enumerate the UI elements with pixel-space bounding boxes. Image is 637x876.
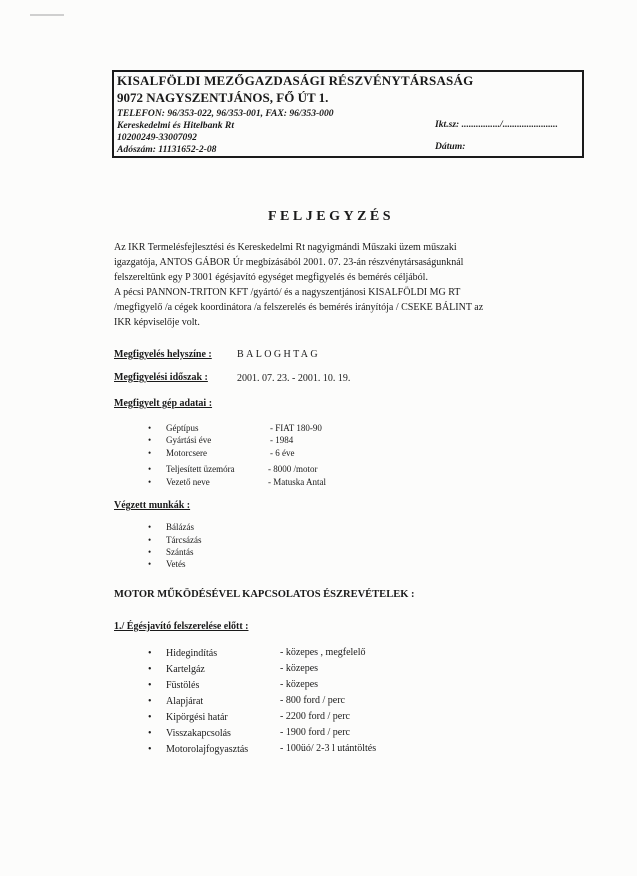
- company-bank: Kereskedelmi és Hitelbank Rt: [117, 120, 234, 131]
- machine-row-key: Vezető neve: [166, 477, 210, 487]
- bullet-icon: •: [148, 744, 152, 755]
- work-item: Tárcsázás: [166, 535, 202, 545]
- document-title: FELJEGYZÉS: [268, 209, 395, 224]
- company-tax-id: Adószám: 11131652-2-08: [117, 144, 217, 155]
- intro-line: IKR képviselője volt.: [114, 317, 200, 328]
- section-title: MOTOR MŰKÖDÉSÉVEL KAPCSOLATOS ÉSZREVÉTELEK :: [114, 589, 415, 600]
- company-contact: TELEFON: 96/353-022, 96/353-001, FAX: 96/353-000: [117, 108, 334, 119]
- bullet-icon: •: [148, 728, 152, 739]
- engine-row-key: Kipörgési határ: [166, 712, 228, 723]
- machine-row-key: Motorcsere: [166, 448, 207, 458]
- work-item: Vetés: [166, 559, 186, 569]
- intro-line: felszereltünk egy P 3001 égésjavító egységet megfigyelés és bemérés céljából.: [114, 272, 428, 283]
- bullet-icon: •: [148, 547, 152, 557]
- machine-row-value: - Matuska Antal: [268, 477, 326, 487]
- intro-line: igazgatója, ANTOS GÁBOR Úr megbízásából 2001. 07. 23-án részvénytársaságunknál: [114, 257, 464, 268]
- scan-mark: [30, 14, 64, 16]
- engine-row-key: Hidegindítás: [166, 648, 218, 659]
- machine-row-value: - 8000 /motor: [268, 464, 318, 474]
- section-subtitle: 1./ Égésjavító felszerelése előtt :: [114, 621, 249, 632]
- engine-row-key: Füstölés: [166, 680, 200, 691]
- bullet-icon: •: [148, 559, 152, 569]
- engine-row-key: Visszakapcsolás: [166, 728, 231, 739]
- engine-row-value: - közepes: [280, 679, 319, 690]
- work-label: Végzett munkák :: [114, 500, 191, 511]
- intro-line: Az IKR Termelésfejlesztési és Kereskedelmi Rt nagyigmándi Műszaki üzem műszaki: [114, 242, 457, 253]
- bullet-icon: •: [148, 712, 152, 723]
- machine-row-value: - 6 éve: [270, 448, 295, 458]
- bullet-icon: •: [148, 477, 152, 487]
- engine-row-value: - közepes , megfelelő: [280, 647, 366, 658]
- bullet-icon: •: [148, 435, 152, 445]
- bullet-icon: •: [148, 664, 152, 675]
- engine-row-value: - közepes: [280, 663, 319, 674]
- machine-data-label: Megfigyelt gép adatai :: [114, 398, 213, 409]
- work-item: Szántás: [166, 547, 194, 557]
- intro-paragraph: [114, 240, 569, 330]
- engine-row-key: Motorolajfogyasztás: [166, 744, 249, 755]
- machine-row-value: - FIAT 180-90: [270, 423, 322, 433]
- location-label: Megfigyelés helyszíne :: [114, 349, 212, 360]
- engine-row-key: Alapjárat: [166, 696, 204, 707]
- company-address: 9072 NAGYSZENTJÁNOS, FŐ ÚT 1.: [117, 90, 329, 105]
- machine-row-key: Géptípus: [166, 423, 199, 433]
- date-field: Dátum:: [435, 141, 466, 152]
- bullet-icon: •: [148, 680, 152, 691]
- machine-row-value: - 1984: [270, 435, 294, 445]
- engine-row-value: - 2200 ford / perc: [280, 711, 350, 722]
- period-value: 2001. 07. 23. - 2001. 10. 19.: [237, 373, 351, 384]
- intro-line: A pécsi PANNON-TRITON KFT /gyártó/ és a nagyszentjánosi KISALFÖLDI MG RT: [114, 287, 461, 298]
- engine-row-value: - 1900 ford / perc: [280, 727, 350, 738]
- bullet-icon: •: [148, 464, 152, 474]
- bullet-icon: •: [148, 423, 152, 433]
- period-label: Megfigyelési időszak :: [114, 372, 208, 383]
- company-name: KISALFÖLDI MEZŐGAZDASÁGI RÉSZVÉNYTÁRSASÁG: [117, 73, 474, 88]
- engine-row-value: - 100üó/ 2-3 l utántöltés: [280, 743, 377, 754]
- engine-row-key: Kartelgáz: [166, 664, 205, 675]
- machine-row-key: Teljesített üzemóra: [166, 464, 235, 474]
- bullet-icon: •: [148, 448, 152, 458]
- bullet-icon: •: [148, 648, 152, 659]
- company-account: 10200249-33007092: [117, 132, 197, 143]
- bullet-icon: •: [148, 696, 152, 707]
- intro-line: /megfigyelő /a cégek koordinátora /a felszerelés és bemérés irányítója / CSEKE BÁLINT az: [114, 302, 484, 313]
- work-item: Bálázás: [166, 522, 194, 532]
- bullet-icon: •: [148, 522, 152, 532]
- ikt-field: Ikt.sz: ................/.......................: [435, 119, 558, 130]
- machine-row-key: Gyártási éve: [166, 435, 212, 445]
- bullet-icon: •: [148, 535, 152, 545]
- location-value: BALOGHTAG: [237, 349, 321, 360]
- engine-row-value: - 800 ford / perc: [280, 695, 345, 706]
